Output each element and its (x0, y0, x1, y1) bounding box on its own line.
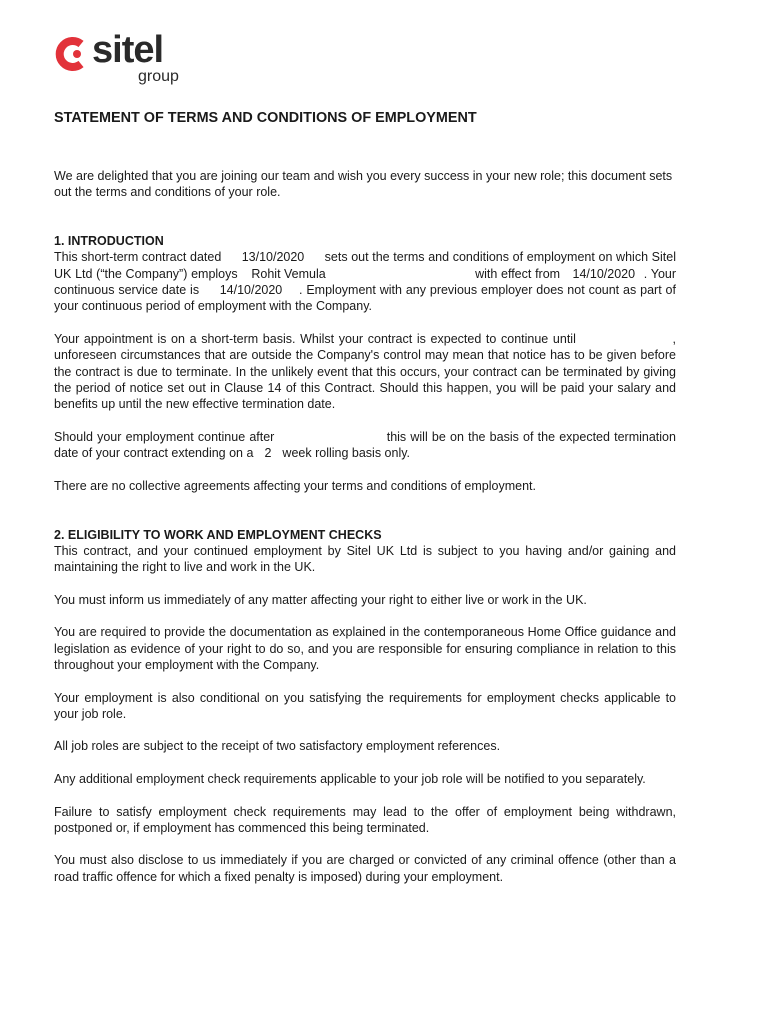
logo-subtitle: group (138, 68, 179, 85)
intro-paragraph: We are delighted that you are joining our team and wish you every success in your new role; this document sets out the terms and conditions of your role. (54, 169, 673, 200)
document-title: STATEMENT OF TERMS AND CONDITIONS OF EMPLOYMENT (54, 110, 477, 126)
effect-date-field[interactable]: 14/10/2020 (572, 266, 636, 281)
section-2-paragraph-8: You must also disclose to us immediately if you are charged or convicted of any criminal offence (other than a road traffic offence for which a fixed penalty is imposed) during your employment. (54, 853, 676, 884)
text-fragment: This short-term contract dated (54, 250, 222, 265)
section-2-paragraph-5: All job roles are subject to the receipt of two satisfactory employment references. (54, 739, 501, 754)
section-1-paragraph-2 (54, 331, 676, 412)
section-2-heading: 2. ELIGIBILITY TO WORK AND EMPLOYMENT CHECKS (54, 527, 382, 542)
section-2-paragraph-3: You are required to provide the documentation as explained in the contemporaneous Home Office guidance and legislation as evidence of your right to do so, and you are responsible for ensuring compliance in relation to this throughout your employment with the Company. (54, 625, 676, 672)
text-fragment: with effect from (475, 266, 561, 281)
section-2-paragraph-6: Any additional employment check requirements applicable to your job role will be notified to you separately. (54, 771, 646, 786)
company-logo (52, 30, 192, 90)
service-date-field[interactable]: 14/10/2020 (219, 283, 283, 298)
section-1-paragraph-1 (54, 249, 676, 314)
text-fragment: . Employment with any previous employer does not count as part of your continuous period of employment with the Company. (54, 283, 676, 314)
section-2-paragraph-1: This contract, and your continued employment by Sitel UK Ltd is subject to you having and/or gaining and maintaining the right to live and work in the UK. (54, 543, 676, 575)
section-1-paragraph-3 (54, 429, 676, 462)
text-fragment: week rolling basis only. (282, 446, 411, 461)
section-2-paragraph-7: Failure to satisfy employment check requirements may lead to the offer of employment being withdrawn, postponed or, if employment has commenced this being terminated. (54, 804, 676, 835)
text-fragment: , unforeseen circumstances that are outside the Company's control may mean that notice has to be given before the contract is due to terminate. In the unlikely event that this occurs, your contract can be terminated by giving the period of notice set out in Clause 14 of this Contract. Should this happen, you will be paid your salary and benefits up until the new effective termination date. (54, 331, 676, 412)
logo-wordmark: sitel (92, 29, 164, 71)
text-fragment: . Your continuous service date is (54, 266, 677, 298)
employee-name-field[interactable]: Rohit Vemula (251, 266, 326, 281)
contract-date-field[interactable]: 13/10/2020 (241, 250, 305, 265)
text-fragment: this will be on the basis of the expected termination date of your contract extending on a (54, 429, 676, 461)
rolling-weeks-field[interactable]: 2 (264, 446, 272, 461)
sitel-logo-icon (52, 36, 88, 72)
section-2-paragraph-2: You must inform us immediately of any matter affecting your right to either live or work in the UK. (54, 592, 587, 607)
document-body (54, 108, 676, 901)
text-fragment: Your appointment is on a short-term basis. Whilst your contract is expected to continue until (54, 331, 576, 346)
text-fragment: Should your employment continue after (54, 429, 275, 444)
section-1-paragraph-4: There are no collective agreements affecting your terms and conditions of employment. (54, 478, 536, 493)
text-fragment: sets out the terms and conditions of employment on which Sitel UK Ltd (“the Company”) employs (54, 250, 676, 281)
section-1-heading: 1. INTRODUCTION (54, 234, 164, 249)
section-2-paragraph-4: Your employment is also conditional on you satisfying the requirements for employment checks applicable to your job role. (54, 690, 676, 721)
